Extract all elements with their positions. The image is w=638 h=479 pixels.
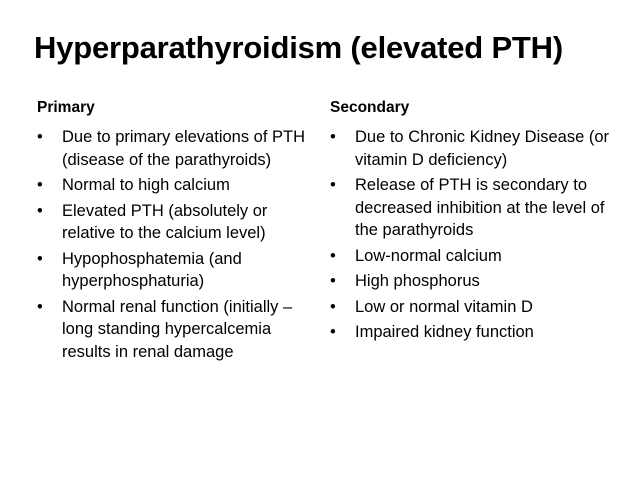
bullet-dot-icon: • xyxy=(37,128,43,146)
bullet-item xyxy=(37,296,312,364)
bullet-item xyxy=(330,174,620,242)
bullet-text: Low-normal calcium xyxy=(355,246,502,265)
bullet-dot-icon: • xyxy=(37,249,43,268)
bullet-dot-icon: • xyxy=(330,297,336,316)
bullet-text: Due to Chronic Kidney Disease (or vitamin D deficiency) xyxy=(355,128,610,169)
bullet-dot-icon: • xyxy=(37,176,43,194)
bullet-item xyxy=(330,296,620,319)
bullet-text: Normal renal function (initially – long standing hypercalcemia results in renal damage xyxy=(62,297,293,361)
bullet-dot-icon: • xyxy=(37,201,43,220)
bullet-dot-icon: • xyxy=(330,272,336,290)
bullet-item xyxy=(37,174,312,197)
bullet-text: Normal to high calcium xyxy=(62,176,230,194)
bullet-text: Elevated PTH (absolutely or relative to the calcium level) xyxy=(62,201,268,242)
bullet-text: Due to primary elevations of PTH (disease of the parathyroids) xyxy=(62,128,306,169)
bullet-item xyxy=(37,200,312,245)
bullet-dot-icon: • xyxy=(330,128,336,146)
bullet-item xyxy=(330,245,620,268)
bullet-dot-icon: • xyxy=(330,176,336,194)
primary-heading: Primary xyxy=(37,99,95,116)
primary-column xyxy=(37,98,312,366)
bullet-item xyxy=(37,248,312,293)
bullet-item xyxy=(37,126,312,171)
bullet-item xyxy=(330,321,620,344)
slide-title: Hyperparathyroidism (elevated PTH) xyxy=(34,30,563,65)
bullet-text: Hypophosphatemia (and hyperphosphaturia) xyxy=(62,249,242,290)
secondary-heading: Secondary xyxy=(330,99,410,116)
primary-bullet-list xyxy=(37,126,312,363)
bullet-text: Release of PTH is secondary to decreased inhibition at the level of the parathyroids xyxy=(355,176,605,239)
bullet-dot-icon: • xyxy=(330,323,336,341)
bullet-text: Impaired kidney function xyxy=(355,323,534,341)
bullet-dot-icon: • xyxy=(37,297,43,316)
bullet-item xyxy=(330,270,620,293)
secondary-column xyxy=(330,98,620,347)
bullet-text: High phosphorus xyxy=(355,272,480,290)
bullet-text: Low or normal vitamin D xyxy=(355,297,533,316)
bullet-item xyxy=(330,126,620,171)
secondary-bullet-list xyxy=(330,126,620,344)
bullet-dot-icon: • xyxy=(330,246,336,265)
